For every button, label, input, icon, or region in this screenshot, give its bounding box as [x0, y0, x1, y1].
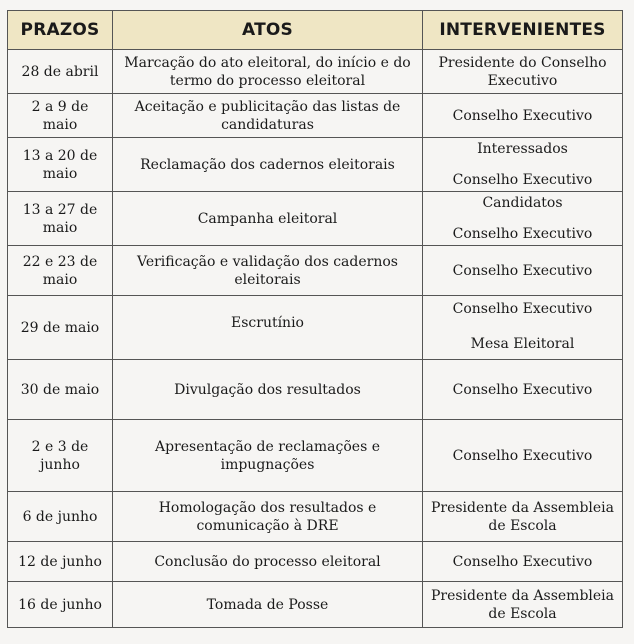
interveniente-line: Candidatos: [482, 195, 563, 211]
header-atos: ATOS: [113, 11, 423, 50]
table-row: [8, 420, 623, 492]
table-row: [8, 492, 623, 542]
intervenientes-cell: Conselho Executivo: [423, 94, 623, 138]
interveniente-line: Interessados: [477, 141, 568, 157]
prazo-cell: 16 de junho: [8, 582, 113, 628]
interveniente-line: Conselho Executivo: [452, 226, 593, 242]
ato-cell: Escrutínio: [113, 296, 423, 360]
intervenientes-cell: [423, 192, 623, 246]
intervenientes-cell: Presidente da Assembleia de Escola: [423, 582, 623, 628]
intervenientes-cell: [423, 296, 623, 360]
ato-cell: Aceitação e publicitação das listas de candidaturas: [113, 94, 423, 138]
prazo-cell: 2 a 9 de maio: [8, 94, 113, 138]
intervenientes-cell: Conselho Executivo: [423, 246, 623, 296]
prazo-cell: 12 de junho: [8, 542, 113, 582]
prazo-cell: 6 de junho: [8, 492, 113, 542]
intervenientes-cell: Presidente do Conselho Executivo: [423, 50, 623, 94]
ato-cell: Marcação do ato eleitoral, do início e do termo do processo eleitoral: [113, 50, 423, 94]
ato-cell: Divulgação dos resultados: [113, 360, 423, 420]
table-row: [8, 296, 623, 360]
table-row: [8, 582, 623, 628]
table-row: [8, 192, 623, 246]
interveniente-line: Conselho Executivo: [452, 172, 593, 188]
table-row: [8, 94, 623, 138]
electoral-schedule-table: [7, 10, 623, 628]
header-intervenientes: INTERVENIENTES: [423, 11, 623, 50]
ato-cell: Verificação e validação dos cadernos eleitorais: [113, 246, 423, 296]
ato-cell: Reclamação dos cadernos eleitorais: [113, 138, 423, 192]
ato-cell: Homologação dos resultados e comunicação à DRE: [113, 492, 423, 542]
prazo-cell: 13 a 27 de maio: [8, 192, 113, 246]
prazo-cell: 22 e 23 de maio: [8, 246, 113, 296]
table-row: [8, 360, 623, 420]
interveniente-line: Conselho Executivo: [452, 301, 593, 317]
table-row: [8, 542, 623, 582]
header-prazos: PRAZOS: [8, 11, 113, 50]
prazo-cell: 2 e 3 de junho: [8, 420, 113, 492]
prazo-cell: 28 de abril: [8, 50, 113, 94]
interveniente-line: Mesa Eleitoral: [470, 336, 575, 352]
intervenientes-cell: Conselho Executivo: [423, 542, 623, 582]
table-row: [8, 138, 623, 192]
intervenientes-cell: Conselho Executivo: [423, 420, 623, 492]
header-row: [8, 11, 623, 50]
ato-cell: Tomada de Posse: [113, 582, 423, 628]
ato-cell: Campanha eleitoral: [113, 192, 423, 246]
table-row: [8, 246, 623, 296]
intervenientes-cell: Presidente da Assembleia de Escola: [423, 492, 623, 542]
table-row: [8, 50, 623, 94]
prazo-cell: 29 de maio: [8, 296, 113, 360]
prazo-cell: 13 a 20 de maio: [8, 138, 113, 192]
intervenientes-cell: Conselho Executivo: [423, 360, 623, 420]
ato-cell: Conclusão do processo eleitoral: [113, 542, 423, 582]
ato-cell: Apresentação de reclamações e impugnações: [113, 420, 423, 492]
prazo-cell: 30 de maio: [8, 360, 113, 420]
intervenientes-cell: [423, 138, 623, 192]
